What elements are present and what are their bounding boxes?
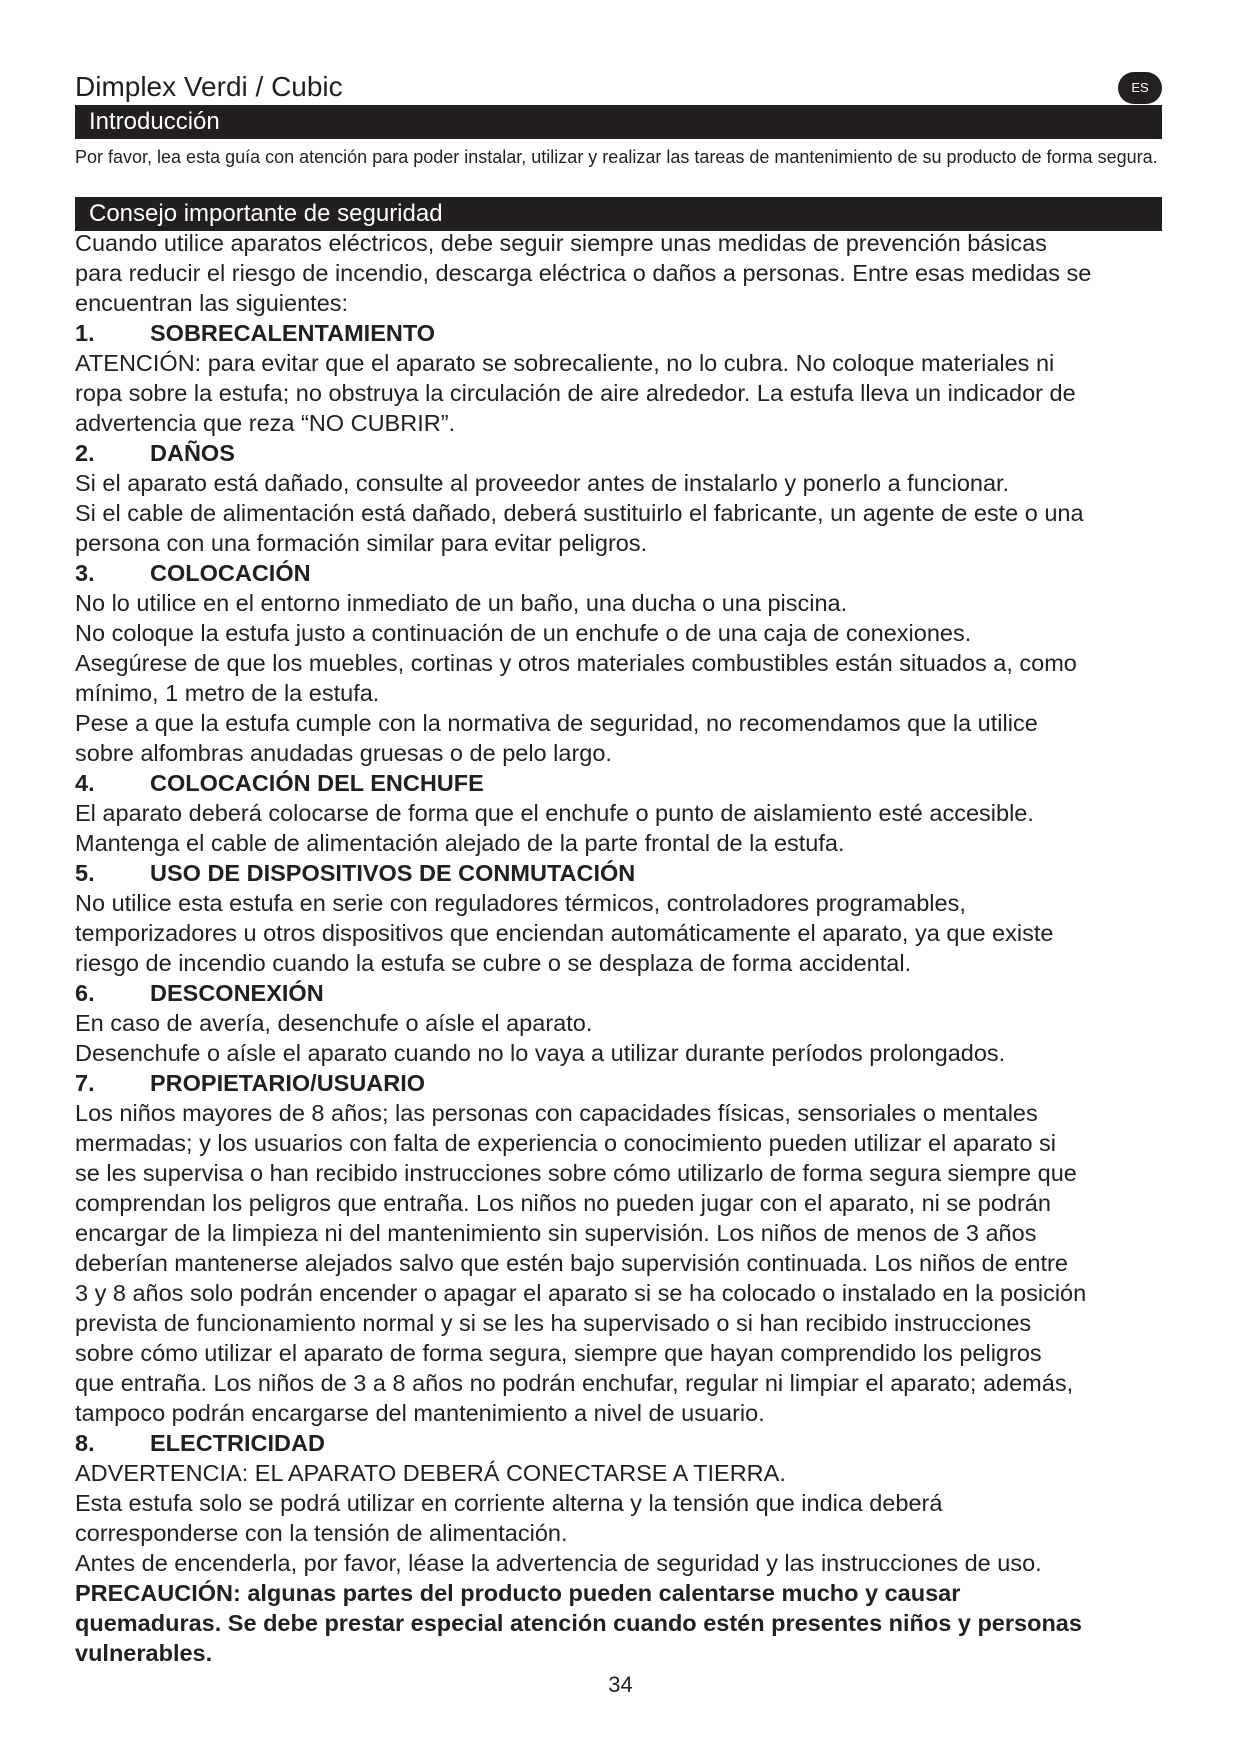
section-number: 5. bbox=[75, 860, 95, 886]
section-line: No lo utilice en el entorno inmediato de un baño, una ducha o una piscina. bbox=[75, 590, 848, 616]
section-line: se les supervisa o han recibido instrucciones sobre cómo utilizarlo de forma segura siempre que bbox=[75, 1160, 1077, 1186]
section-heading-owner-user bbox=[75, 1068, 1162, 1098]
section-line: mínimo, 1 metro de la estufa. bbox=[75, 680, 380, 706]
section-title: COLOCACIÓN bbox=[150, 560, 311, 586]
section-heading-overheating bbox=[75, 318, 1162, 348]
section-line: corresponderse con la tensión de alimentación. bbox=[75, 1520, 568, 1546]
section-number: 2. bbox=[75, 440, 95, 466]
section-line: deberían mantenerse alejados salvo que estén bajo supervisión continuada. Los niños de entre bbox=[75, 1250, 1068, 1276]
section-line: sobre cómo utilizar el aparato de forma segura, siempre que hayan comprendido los peligros bbox=[75, 1340, 1042, 1366]
section-line: que entraña. Los niños de 3 a 8 años no podrán enchufar, regular ni limpiar el aparato; además, bbox=[75, 1370, 1074, 1396]
section-line: temporizadores u otros dispositivos que enciendan automáticamente el aparato, ya que existe bbox=[75, 920, 1054, 946]
section-line: Pese a que la estufa cumple con la normativa de seguridad, no recomendamos que la utilice bbox=[75, 710, 1038, 736]
section-number: 7. bbox=[75, 1070, 95, 1096]
section-line: advertencia que reza “NO CUBRIR”. bbox=[75, 410, 456, 436]
section-title: DAÑOS bbox=[150, 440, 235, 466]
section-line: 3 y 8 años solo podrán encender o apagar el aparato si se ha colocado o instalado en la posición bbox=[75, 1280, 1087, 1306]
section-heading-damage bbox=[75, 438, 1162, 468]
section-line: Los niños mayores de 8 años; las personas con capacidades físicas, sensoriales o mentales bbox=[75, 1100, 1038, 1126]
section-heading-placement bbox=[75, 558, 1162, 588]
section-title: PROPIETARIO/USUARIO bbox=[150, 1070, 426, 1096]
page-number: 34 bbox=[608, 1672, 633, 1697]
section-line: No coloque la estufa justo a continuación de un enchufe o de una caja de conexiones. bbox=[75, 620, 972, 646]
section-line: Desenchufe o aísle el aparato cuando no lo vaya a utilizar durante períodos prolongados. bbox=[75, 1040, 1006, 1066]
caution-line: PRECAUCIÓN: algunas partes del producto pueden calentarse mucho y causar bbox=[75, 1580, 961, 1606]
section-line: encargar de la limpieza ni del mantenimiento sin supervisión. Los niños de menos de 3 años bbox=[75, 1220, 1037, 1246]
section-number: 1. bbox=[75, 320, 95, 346]
section-number: 3. bbox=[75, 560, 95, 586]
safety-intro-line: encuentran las siguientes: bbox=[75, 290, 349, 316]
intro-heading-bar: Introducción bbox=[75, 105, 1162, 139]
section-line: ATENCIÓN: para evitar que el aparato se sobrecaliente, no lo cubra. No coloque materiales ni bbox=[75, 350, 1055, 376]
section-line: sobre alfombras anudadas gruesas o de pelo largo. bbox=[75, 740, 612, 766]
section-line: Si el cable de alimentación está dañado, deberá sustituirlo el fabricante, un agente de este o una bbox=[75, 500, 1084, 526]
section-title: ELECTRICIDAD bbox=[150, 1430, 325, 1456]
section-heading-switching-devices bbox=[75, 858, 1162, 888]
section-line: persona con una formación similar para evitar peligros. bbox=[75, 530, 648, 556]
section-line: No utilice esta estufa en serie con reguladores térmicos, controladores programables, bbox=[75, 890, 966, 916]
section-line: tampoco podrán encargarse del mantenimiento a nivel de usuario. bbox=[75, 1400, 765, 1426]
section-line: ADVERTENCIA: EL APARATO DEBERÁ CONECTARSE A TIERRA. bbox=[75, 1460, 786, 1486]
section-heading-plug-placement bbox=[75, 768, 1162, 798]
section-title: DESCONEXIÓN bbox=[150, 980, 324, 1006]
section-number: 4. bbox=[75, 770, 95, 796]
section-line: Si el aparato está dañado, consulte al proveedor antes de instalarlo y ponerlo a funcionar. bbox=[75, 470, 1010, 496]
section-title: COLOCACIÓN DEL ENCHUFE bbox=[150, 770, 484, 796]
section-line: El aparato deberá colocarse de forma que el enchufe o punto de aislamiento esté accesible. bbox=[75, 800, 1034, 826]
section-line: ropa sobre la estufa; no obstruya la circulación de aire alrededor. La estufa lleva un indicador de bbox=[75, 380, 1076, 406]
section-line: Antes de encenderla, por favor, léase la advertencia de seguridad y las instrucciones de uso. bbox=[75, 1550, 1042, 1576]
section-heading-disconnection bbox=[75, 978, 1162, 1008]
intro-text: Por favor, lea esta guía con atención para poder instalar, utilizar y realizar las tareas de mantenimiento de su producto de forma segura. bbox=[75, 147, 1158, 167]
section-line: prevista de funcionamiento normal y si se les ha supervisado o si han recibido instrucciones bbox=[75, 1310, 1032, 1336]
section-line: En caso de avería, desenchufe o aísle el aparato. bbox=[75, 1010, 593, 1036]
section-title: SOBRECALENTAMIENTO bbox=[150, 320, 436, 346]
section-line: Mantenga el cable de alimentación alejado de la parte frontal de la estufa. bbox=[75, 830, 845, 856]
safety-heading-bar: Consejo importante de seguridad bbox=[75, 197, 1162, 231]
section-line: Asegúrese de que los muebles, cortinas y otros materiales combustibles están situados a, como bbox=[75, 650, 1077, 676]
section-title: USO DE DISPOSITIVOS DE CONMUTACIÓN bbox=[150, 860, 636, 886]
section-line: Esta estufa solo se podrá utilizar en corriente alterna y la tensión que indica deberá bbox=[75, 1490, 943, 1516]
section-line: riesgo de incendio cuando la estufa se cubre o se desplaza de forma accidental. bbox=[75, 950, 912, 976]
section-number: 8. bbox=[75, 1430, 95, 1456]
section-line: mermadas; y los usuarios con falta de experiencia o conocimiento pueden utilizar el aparato si bbox=[75, 1130, 1057, 1156]
section-heading-electricity bbox=[75, 1428, 1162, 1458]
section-number: 6. bbox=[75, 980, 95, 1006]
caution-line: quemaduras. Se debe prestar especial atención cuando estén presentes niños y personas bbox=[75, 1610, 1082, 1636]
page-title: Dimplex Verdi / Cubic bbox=[75, 71, 343, 102]
safety-body bbox=[75, 228, 1162, 1668]
section-line: comprendan los peligros que entraña. Los niños no pueden jugar con el aparato, ni se podrán bbox=[75, 1190, 1051, 1216]
safety-intro-line: para reducir el riesgo de incendio, descarga eléctrica o daños a personas. Entre esas medidas se bbox=[75, 260, 1092, 286]
safety-intro-line: Cuando utilice aparatos eléctricos, debe seguir siempre unas medidas de prevención básicas bbox=[75, 230, 1047, 256]
caution-line: vulnerables. bbox=[75, 1640, 213, 1666]
language-badge: ES bbox=[1118, 72, 1162, 104]
